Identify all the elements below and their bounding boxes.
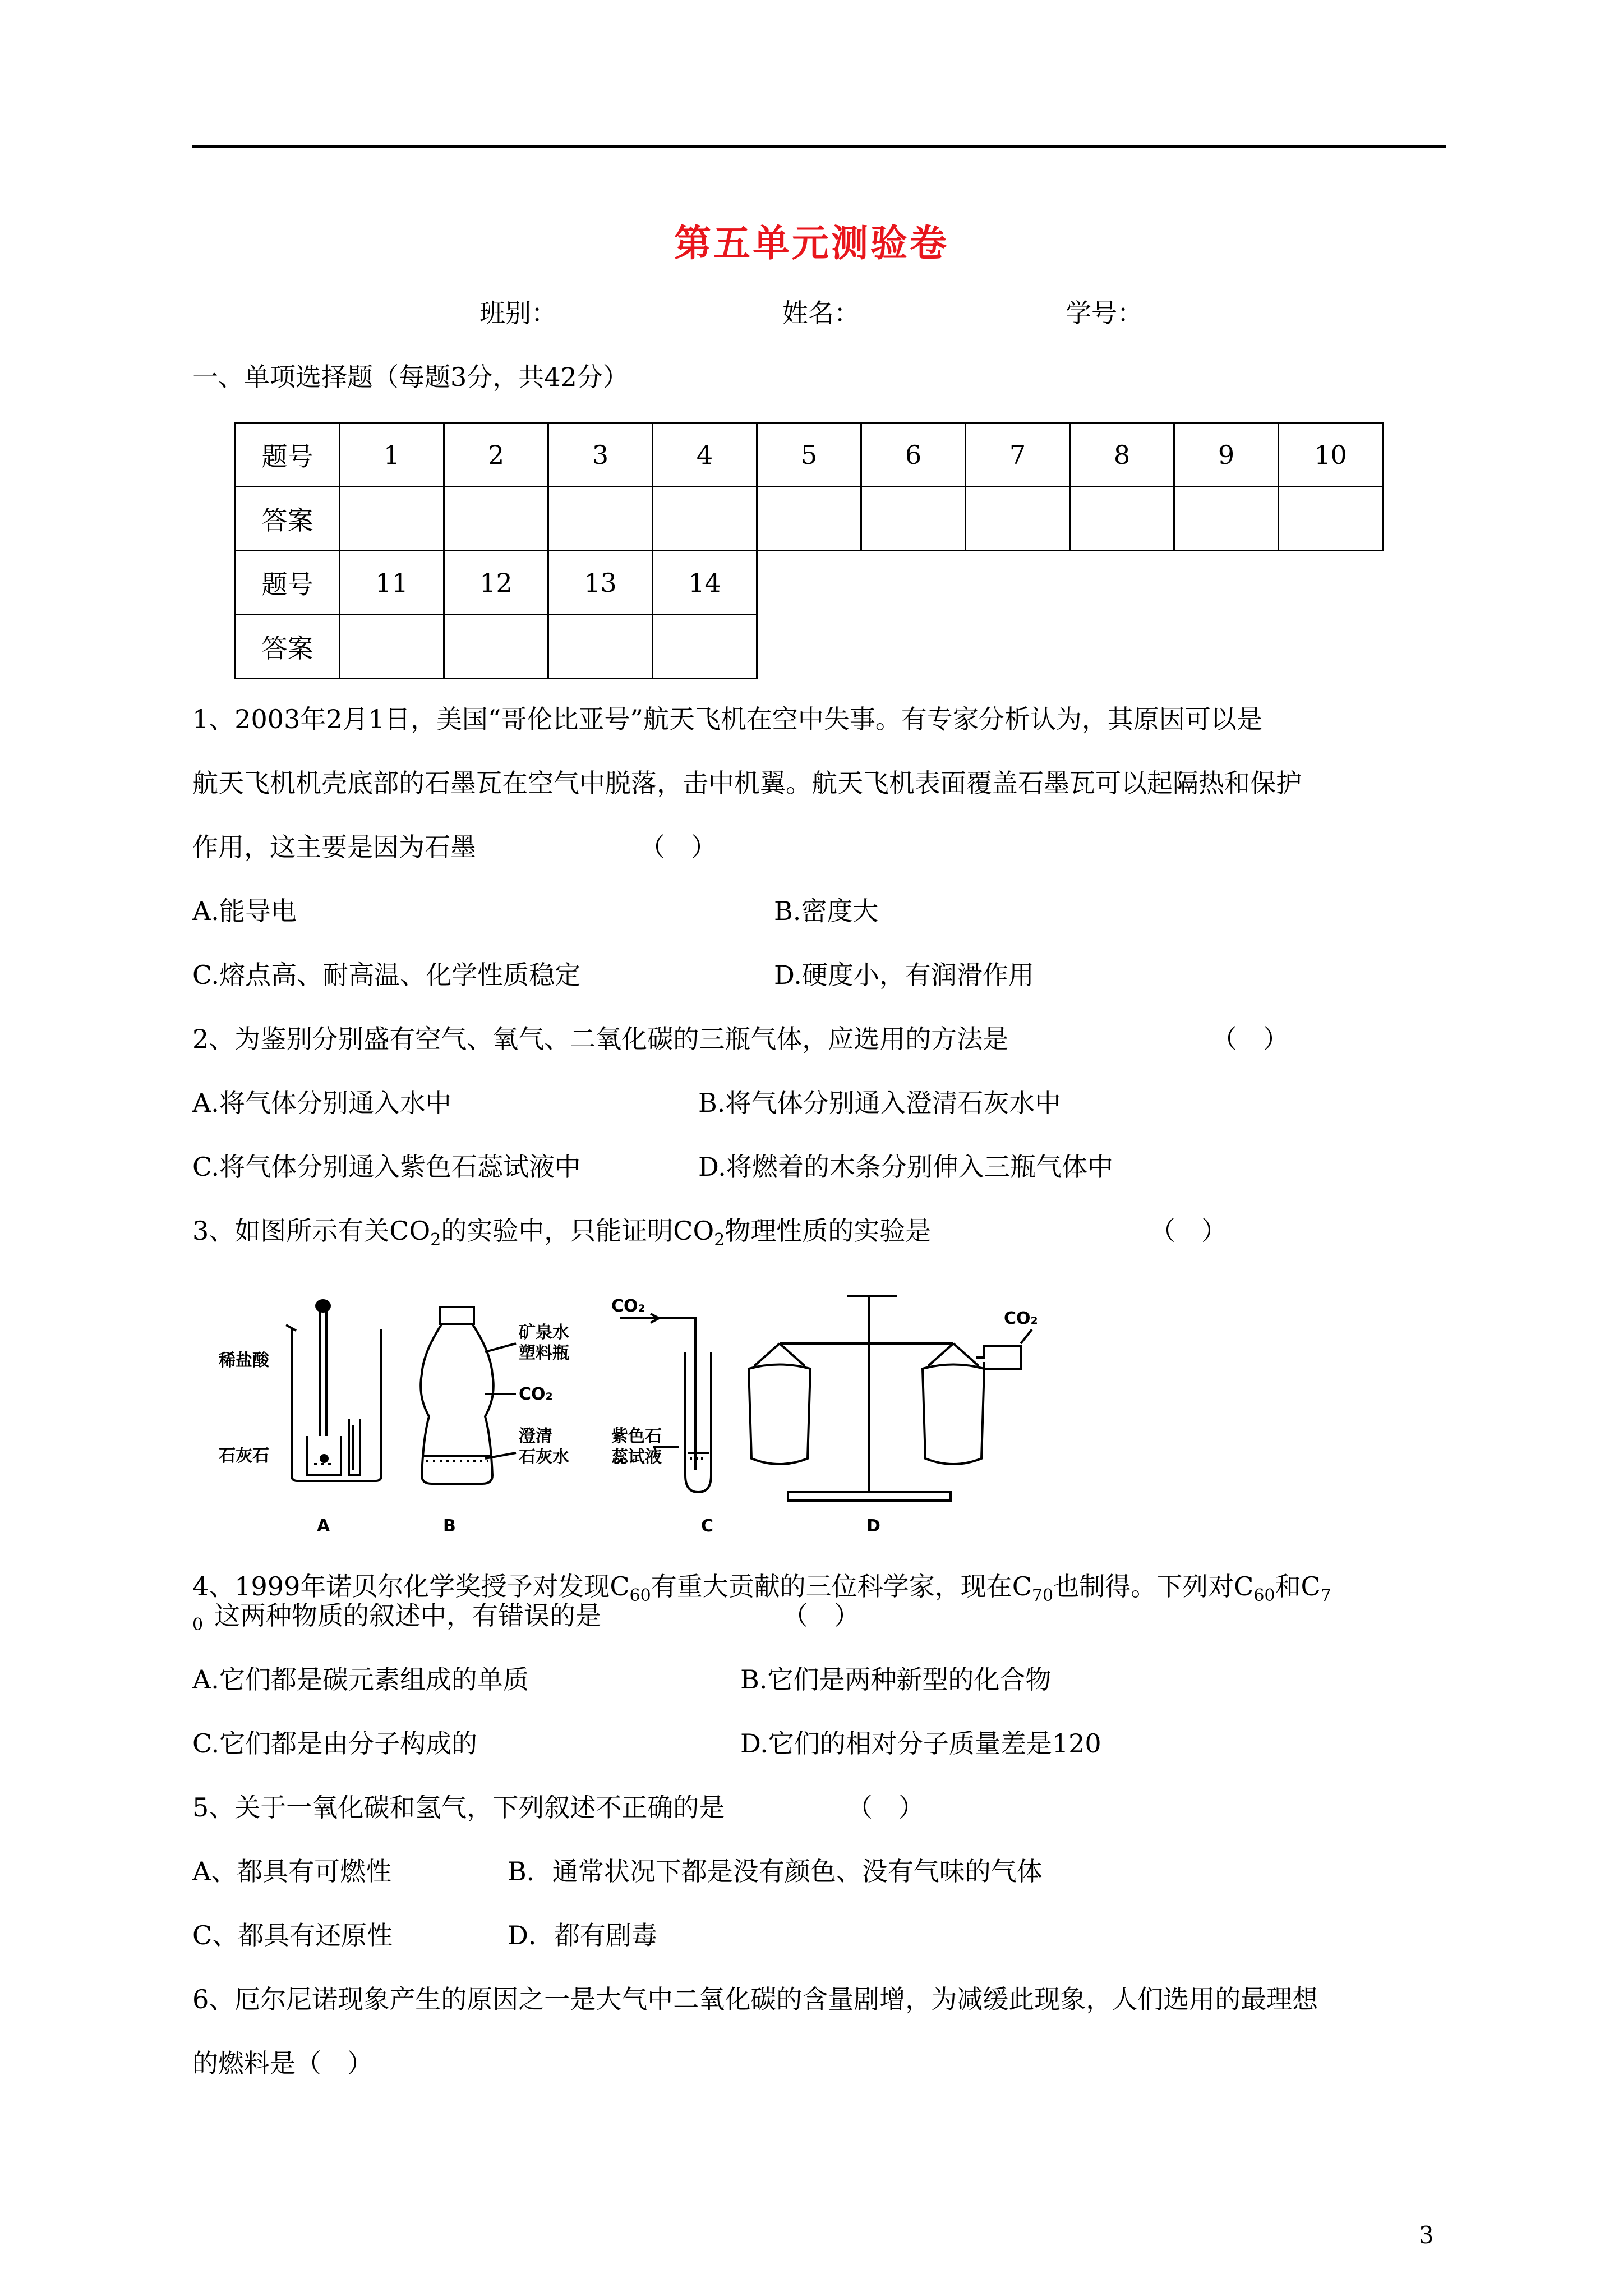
q2-option-d: D.将燃着的木条分别伸入三瓶气体中 bbox=[698, 1152, 1113, 1182]
row-label: 题号 bbox=[236, 551, 340, 615]
answer-cell[interactable] bbox=[444, 615, 548, 679]
page-title: 第五单元测验卷 bbox=[674, 222, 949, 265]
answer-cell[interactable] bbox=[653, 487, 757, 551]
q4-answer-paren: （ ） bbox=[782, 1600, 860, 1631]
caption-d: D bbox=[866, 1516, 880, 1536]
question-number: 7 bbox=[966, 423, 1070, 487]
q5-option-c: C、都具有还原性 bbox=[192, 1920, 393, 1950]
question-number: 3 bbox=[548, 423, 653, 487]
q5-option-a: A、都具有可燃性 bbox=[192, 1856, 392, 1887]
table-row bbox=[236, 423, 1383, 487]
label-mineral-water: 矿泉水 bbox=[519, 1323, 569, 1342]
q4-line1: 4、1999年诺贝尔化学奖授予对发现$C_{60}$有重大贡献的三位科学家，现在$C_{70}$也制得。下列对$C_{60}$和$C_7$ bbox=[192, 1571, 1331, 1606]
row-label: 答案 bbox=[236, 487, 340, 551]
q1-option-d: D.硬度小，有润滑作用 bbox=[774, 960, 1034, 990]
label-clear: 澄清 bbox=[519, 1427, 552, 1446]
name-label: 姓名： bbox=[782, 298, 860, 328]
label-co2-c: CO₂ bbox=[611, 1296, 645, 1316]
label-co2-b: CO₂ bbox=[519, 1384, 553, 1404]
q3-answer-paren: （ ） bbox=[1150, 1216, 1227, 1246]
q1-option-c: C.熔点高、耐高温、化学性质稳定 bbox=[192, 960, 581, 990]
q1-option-a: A.能导电 bbox=[192, 896, 297, 926]
question-number: 9 bbox=[1174, 423, 1279, 487]
table-row bbox=[236, 615, 1383, 679]
table-row bbox=[236, 487, 1383, 551]
q2-option-b: B.将气体分别通入澄清石灰水中 bbox=[698, 1088, 1061, 1118]
q4-option-b: B.它们是两种新型的化合物 bbox=[740, 1664, 1052, 1695]
q1-line3: 作用，这主要是因为石墨 bbox=[192, 832, 476, 862]
answer-cell[interactable] bbox=[757, 487, 861, 551]
answer-cell[interactable] bbox=[1070, 487, 1174, 551]
student-id-label: 学号： bbox=[1066, 298, 1143, 328]
caption-b: B bbox=[443, 1516, 456, 1536]
experiment-b-apparatus bbox=[421, 1307, 516, 1484]
answer-cell[interactable] bbox=[966, 487, 1070, 551]
caption-c: C bbox=[701, 1516, 714, 1536]
class-label: 班别： bbox=[479, 298, 557, 328]
q4-option-d: D.它们的相对分子质量差是120 bbox=[740, 1728, 1101, 1759]
question-number: 14 bbox=[653, 551, 757, 615]
experiment-d-apparatus bbox=[749, 1296, 1032, 1501]
question-number: 13 bbox=[548, 551, 653, 615]
q6-line1: 6、厄尔尼诺现象产生的原因之一是大气中二氧化碳的含量剧增，为减缓此现象，人们选用的最理想 bbox=[192, 1984, 1318, 2014]
question-number: 2 bbox=[444, 423, 548, 487]
answer-cell[interactable] bbox=[861, 487, 966, 551]
q4-option-a: A.它们都是碳元素组成的单质 bbox=[192, 1664, 529, 1695]
label-litmus-2: 蕊试液 bbox=[611, 1447, 662, 1467]
q5-line1: 5、关于一氧化碳和氢气，下列叙述不正确的是 bbox=[192, 1792, 725, 1823]
q1-line1: 1、2003年2月1日，美国“哥伦比亚号”航天飞机在空中失事。有专家分析认为，其原因可以是 bbox=[192, 704, 1262, 734]
answer-table bbox=[234, 422, 1384, 679]
q3-line1: 3、如图所示有关$CO_2$的实验中，只能证明$CO_2$物理性质的实验是 bbox=[192, 1216, 932, 1250]
answer-cell[interactable] bbox=[1174, 487, 1279, 551]
question-number: 8 bbox=[1070, 423, 1174, 487]
q1-answer-paren: （ ） bbox=[639, 832, 717, 862]
label-limestone: 石灰石 bbox=[219, 1446, 269, 1466]
q5-option-b: B．通常状况下都是没有颜色、没有气味的气体 bbox=[508, 1856, 1043, 1887]
label-limewater: 石灰水 bbox=[519, 1447, 569, 1467]
co2-experiment-figure bbox=[202, 1290, 1077, 1548]
question-number: 11 bbox=[340, 551, 444, 615]
experiment-a-apparatus bbox=[286, 1300, 381, 1481]
caption-a: A bbox=[317, 1516, 330, 1536]
question-number: 4 bbox=[653, 423, 757, 487]
answer-cell[interactable] bbox=[548, 487, 653, 551]
header-rule bbox=[192, 145, 1446, 148]
q6-line2: 的燃料是（ ） bbox=[192, 2048, 373, 2078]
question-number: 1 bbox=[340, 423, 444, 487]
answer-cell[interactable] bbox=[1279, 487, 1383, 551]
row-label: 题号 bbox=[236, 423, 340, 487]
label-co2-d: CO₂ bbox=[1004, 1309, 1038, 1328]
q4-line2: 0 bbox=[192, 1615, 204, 1635]
q2-option-a: A.将气体分别通入水中 bbox=[192, 1088, 451, 1118]
question-number: 10 bbox=[1279, 423, 1383, 487]
row-label: 答案 bbox=[236, 615, 340, 679]
label-plastic-bottle: 塑料瓶 bbox=[519, 1343, 569, 1363]
q2-answer-paren: （ ） bbox=[1211, 1024, 1289, 1054]
q1-line2: 航天飞机机壳底部的石墨瓦在空气中脱落，击中机翼。航天飞机表面覆盖石墨瓦可以起隔热和保护 bbox=[192, 768, 1302, 798]
section-heading: 一、单项选择题（每题3分，共42分） bbox=[192, 362, 629, 392]
answer-cell[interactable] bbox=[548, 615, 653, 679]
answer-cell[interactable] bbox=[653, 615, 757, 679]
label-litmus-1: 紫色石 bbox=[611, 1427, 662, 1446]
q4-line2-text: 这两种物质的叙述中，有错误的是 bbox=[214, 1600, 601, 1631]
q4-option-c: C.它们都是由分子构成的 bbox=[192, 1728, 478, 1759]
question-number: 6 bbox=[861, 423, 966, 487]
question-number: 12 bbox=[444, 551, 548, 615]
q5-answer-paren: （ ） bbox=[847, 1792, 924, 1823]
label-dilute-acid: 稀盐酸 bbox=[219, 1351, 269, 1370]
q5-option-d: D．都有剧毒 bbox=[508, 1920, 657, 1950]
answer-cell[interactable] bbox=[340, 487, 444, 551]
page-number: 3 bbox=[1419, 2221, 1434, 2249]
answer-cell[interactable] bbox=[444, 487, 548, 551]
q1-option-b: B.密度大 bbox=[774, 896, 879, 926]
table-row bbox=[236, 551, 1383, 615]
q2-option-c: C.将气体分别通入紫色石蕊试液中 bbox=[192, 1152, 581, 1182]
q2-line1: 2、为鉴别分别盛有空气、氧气、二氧化碳的三瓶气体，应选用的方法是 bbox=[192, 1024, 1009, 1054]
question-number: 5 bbox=[757, 423, 861, 487]
answer-cell[interactable] bbox=[340, 615, 444, 679]
